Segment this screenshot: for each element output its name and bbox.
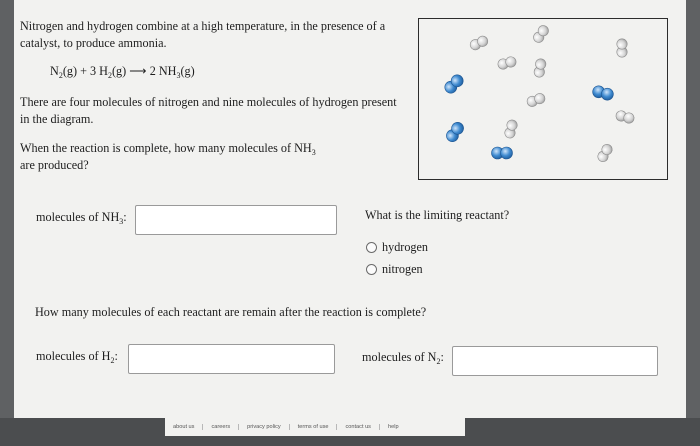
nitrogen-molecule <box>591 84 614 101</box>
footer-link-about-us[interactable]: about us <box>165 424 203 430</box>
n2-answer-label: molecules of $N_2$: <box>362 350 444 366</box>
hydrogen-molecule <box>468 34 489 51</box>
n2-molecules-input[interactable] <box>452 346 658 376</box>
nitrogen-molecule <box>492 147 513 159</box>
intro-text: Nitrogen and hydrogen combine at a high temperature, in the presence of a catalyst, to produce ammonia. <box>20 19 386 50</box>
hydrogen-molecule <box>615 110 635 125</box>
nitrogen-molecule <box>444 120 466 144</box>
hydrogen-molecule <box>533 58 546 78</box>
molecule-diagram-svg <box>419 19 667 179</box>
nh3-molecules-input[interactable] <box>135 205 337 235</box>
hydrogen-molecule <box>617 39 627 57</box>
reaction-arrow: ⟶ <box>129 64 147 78</box>
hydrogen-radio[interactable] <box>366 242 377 253</box>
footer-links <box>165 418 465 436</box>
footer-link-help[interactable]: help <box>387 424 399 430</box>
footer-link-contact-us[interactable]: contact us <box>337 424 380 430</box>
nitrogen-radio[interactable] <box>366 264 377 275</box>
hydrogen-molecule <box>531 23 550 44</box>
problem-text <box>20 18 404 174</box>
limiting-reactant-question: What is the limiting reactant? <box>365 208 510 222</box>
footer-link-terms-of-use[interactable]: terms of use <box>290 424 338 430</box>
chemical-equation: $N_2(g) + 3$ $H_2(g)$ ⟶ 2 $NH_3(g)$ <box>50 64 195 80</box>
option-hydrogen[interactable]: hydrogen <box>366 240 428 255</box>
hydrogen-molecule <box>497 56 517 71</box>
h2-answer-label: molecules of $H_2$: <box>36 349 118 365</box>
footer-link-careers[interactable]: careers <box>203 424 239 430</box>
diagram-description: There are four molecules of nitrogen and nine molecules of hydrogen present in the diagram. <box>20 95 397 126</box>
remain-question: How many molecules of each reactant are remain after the reaction is complete? <box>35 305 427 319</box>
h2-molecules-input[interactable] <box>128 344 335 374</box>
option-nitrogen[interactable]: nitrogen <box>366 262 423 277</box>
molecule-diagram <box>418 18 668 180</box>
hydrogen-molecule <box>504 119 519 139</box>
footer-link-privacy-policy[interactable]: privacy policy <box>239 424 290 430</box>
hydrogen-molecule <box>526 92 547 108</box>
question-nh3: When the reaction is complete, how many molecules of $NH_3$ are produced? <box>20 141 316 172</box>
hydrogen-molecule <box>596 142 614 163</box>
nh3-answer-label: molecules of $NH_3$: <box>36 210 127 226</box>
nitrogen-molecule <box>442 72 465 95</box>
